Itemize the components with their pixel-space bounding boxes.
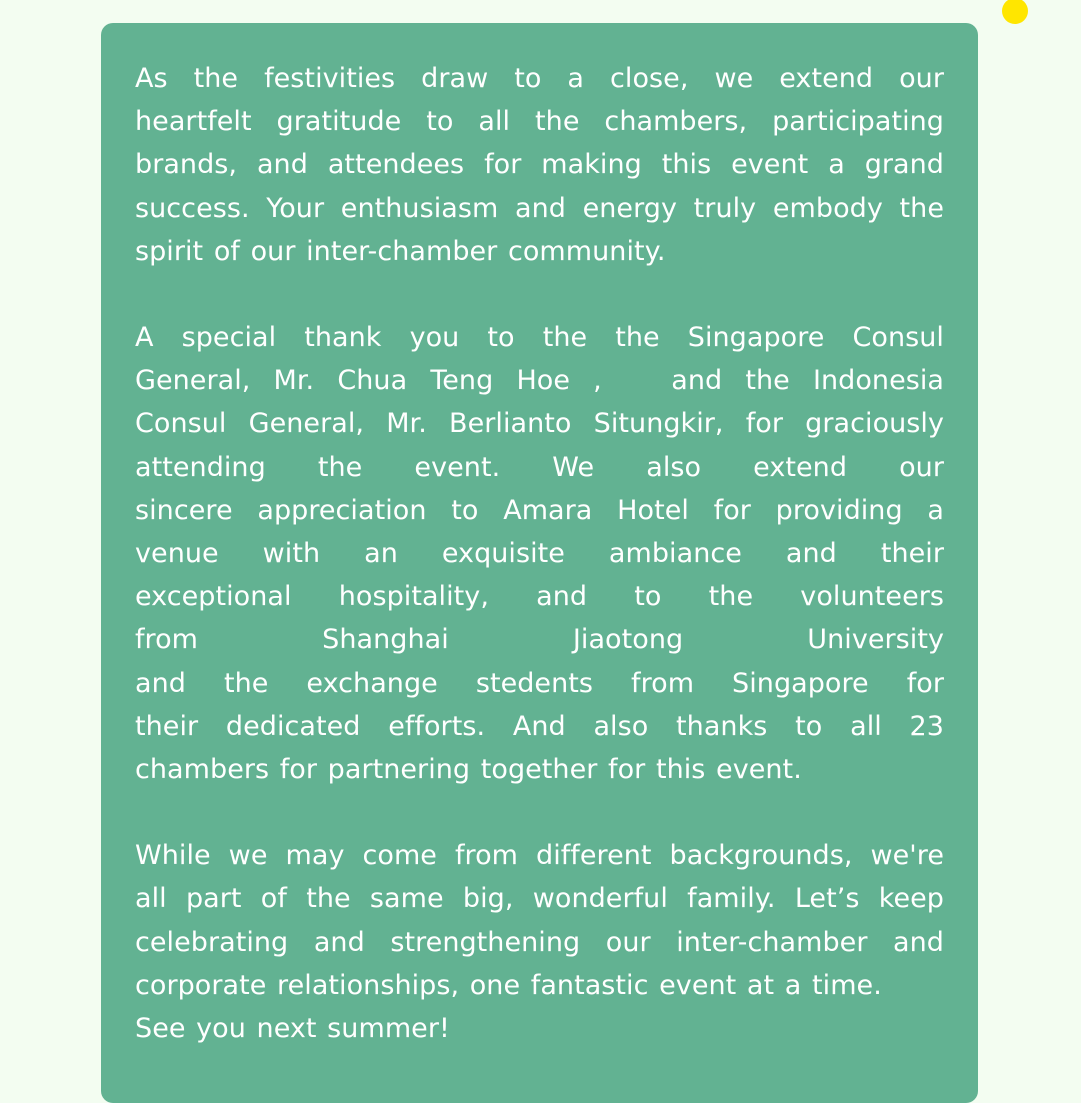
- paragraph-line: See you next summer!: [135, 1013, 450, 1045]
- paragraph-line: General, Mr. Chua Teng Hoe , and the Indonesia: [135, 365, 944, 397]
- paragraph-line: A special thank you to the the Singapore Consul: [135, 322, 944, 354]
- paragraph-line: success. Your enthusiasm and energy truly embody the: [135, 192, 944, 224]
- paragraph-line: Consul General, Mr. Berlianto Situngkir, for graciously: [135, 408, 944, 440]
- paragraph-line: venue with an exquisite ambiance and their: [135, 538, 944, 570]
- paragraph-line: corporate relationships, one fantastic event at a time.: [135, 969, 882, 1001]
- paragraph-line: and the exchange stedents from Singapore for: [135, 667, 944, 699]
- paragraph-line: celebrating and strengthening our inter-chamber and: [135, 926, 944, 958]
- paragraph-line: heartfelt gratitude to all the chambers, participating: [135, 106, 944, 138]
- paragraph-line: spirit of our inter-chamber community.: [135, 235, 666, 267]
- paragraph-line: chambers for partnering together for this event.: [135, 754, 802, 786]
- paragraph-line: all part of the same big, wonderful family. Let’s keep: [135, 883, 944, 915]
- thank-you-paragraph: [135, 316, 944, 791]
- paragraph-line: from Shanghai Jiaotong University: [135, 624, 944, 656]
- paragraph-line: sincere appreciation to Amara Hotel for providing a: [135, 494, 944, 526]
- paragraph-line: As the festivities draw to a close, we extend our: [135, 63, 944, 94]
- closing-paragraph: [135, 57, 944, 273]
- paragraph-line: attending the event. We also extend our: [135, 451, 944, 483]
- paragraph-line: their dedicated efforts. And also thanks to all 23: [135, 710, 944, 742]
- paragraph-line: brands, and attendees for making this event a grand: [135, 149, 944, 181]
- family-paragraph: [135, 834, 944, 1050]
- message-card: [101, 23, 978, 1103]
- yellow-dot-decoration: [1002, 0, 1028, 24]
- paragraph-line: While we may come from different backgrounds, we're: [135, 840, 944, 872]
- paragraph-line: exceptional hospitality, and to the volunteers: [135, 581, 944, 613]
